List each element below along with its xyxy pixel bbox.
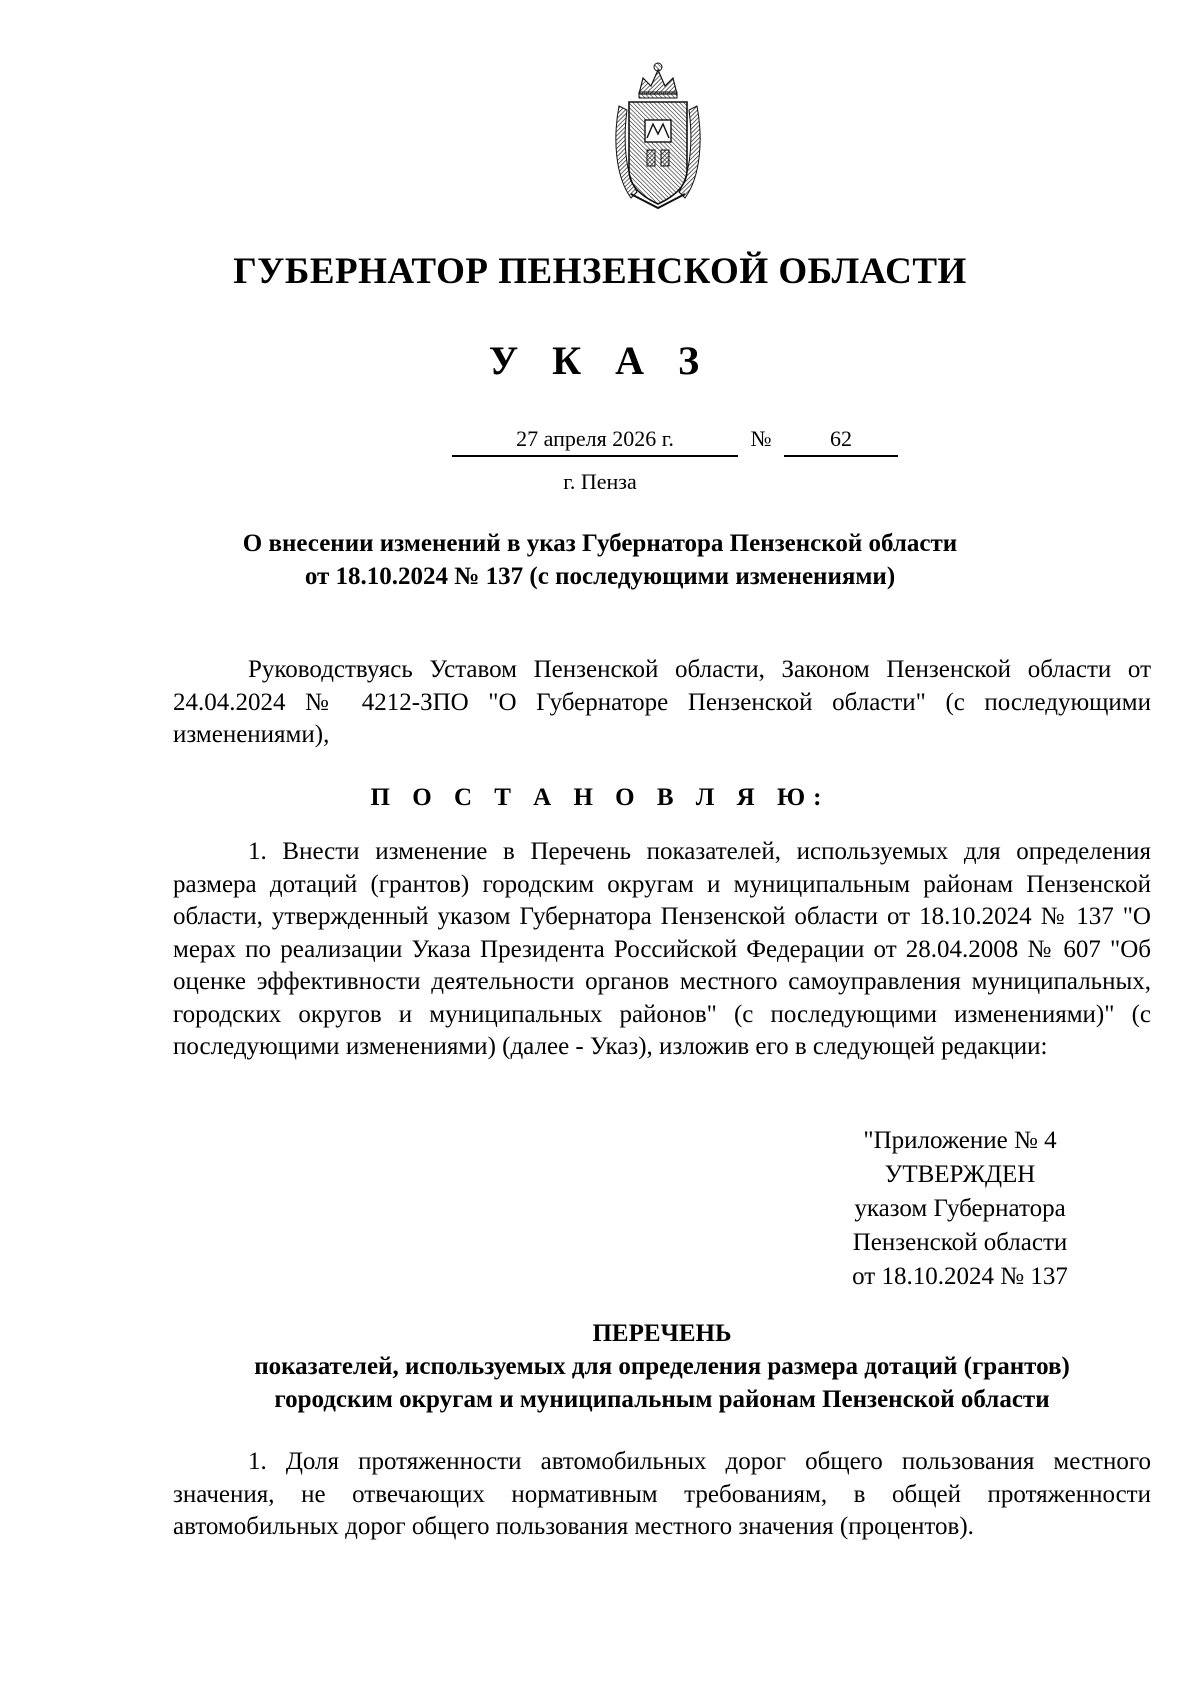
annex-line-3: указом Губернатора bbox=[854, 1195, 1066, 1222]
list-title-line-2: показателей, используемых для определения размера дотаций (грантов) bbox=[254, 1353, 1070, 1380]
document-type-title: У К А З bbox=[488, 338, 712, 383]
issuing-authority-title: ГУБЕРНАТОР ПЕНЗЕНСКОЙ ОБЛАСТИ bbox=[233, 251, 967, 292]
annex-line-5: от 18.10.2024 № 137 bbox=[852, 1263, 1068, 1290]
annex-line-4: Пензенской области bbox=[852, 1229, 1068, 1256]
list-title-block bbox=[173, 1317, 1151, 1416]
list-item-1-paragraph: 1. Доля протяженности автомобильных дорог общего пользования местного значения, не отвечающих нормативным требованиям, в общей протяженности автомобильных дорог общего пользования местного значения (процентов). bbox=[173, 1448, 1151, 1540]
coat-of-arms-emblem bbox=[609, 58, 707, 210]
annex-approval-block bbox=[820, 1124, 1100, 1294]
subject-line-2: от 18.10.2024 № 137 (с последующими изменениями) bbox=[304, 563, 896, 590]
annex-line-2: УТВЕРЖДЕН bbox=[884, 1161, 1036, 1188]
document-date: 27 апреля 2026 г. bbox=[452, 425, 738, 457]
number-sign: № bbox=[750, 426, 772, 451]
document-subject bbox=[160, 527, 1040, 593]
list-title-line-1: ПЕРЕЧЕНЬ bbox=[592, 1320, 732, 1347]
clause-1-paragraph: 1. Внести изменение в Перечень показателей, используемых для определения размера дотаций (грантов) городским округам и муниципальным районам Пензенской области, утвержденный указом Губернатора Пензенской области от 18.10.2024 № 137 "О мерах по реализации Указа Президента Российской Федерации от 28.04.2008 № 607 "Об оценке эффективности деятельности органов местного самоуправления муниципальных, городских округов и муниципальных районов" (с последующими изменениями)" (с последующими изменениями) (далее - Указ), изложив его в следующей редакции: bbox=[173, 838, 1151, 1060]
annex-line-1: "Приложение № 4 bbox=[863, 1127, 1057, 1154]
decree-word-heading: П О С Т А Н О В Л Я Ю: bbox=[370, 784, 830, 811]
subject-line-1: О внесении изменений в указ Губернатора Пензенской области bbox=[242, 530, 958, 557]
date-number-line bbox=[0, 425, 1200, 457]
preamble-paragraph: Руководствуясь Уставом Пензенской области, Законом Пензенской области от 24.04.2024 № 4212-ЗПО "О Губернаторе Пензенской области" (с последующими изменениями), bbox=[173, 656, 1151, 748]
document-city: г. Пенза bbox=[563, 469, 637, 494]
list-title-line-3: городским округам и муниципальным районам Пензенской области bbox=[274, 1386, 1050, 1413]
document-number: 62 bbox=[784, 425, 898, 457]
